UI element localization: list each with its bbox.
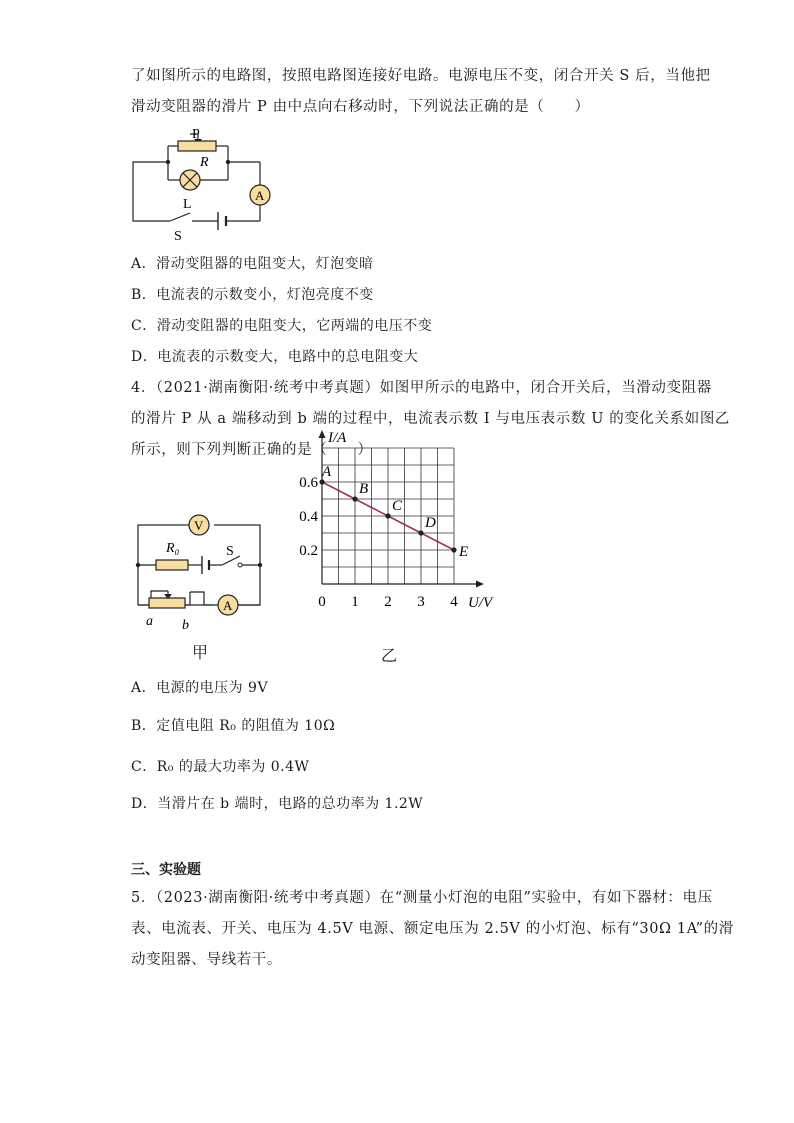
resistor-r0-symbol: [156, 560, 188, 570]
caption-jia: 甲: [192, 643, 209, 662]
q4-stem-line-1: 4．（2021·湖南衡阳·统考中考真题）如图甲所示的电路中，闭合开关后，当滑动变阻器: [131, 380, 712, 396]
x-axis-label: U/V: [468, 595, 493, 611]
label-v: V: [194, 518, 204, 533]
label-r0: R₀: [166, 541, 180, 556]
q4-stem-line-2: 的滑片 P 从 a 端移动到 b 端的过程中，电流表示数 I 与电压表示数 U 的变化关系如图乙: [131, 411, 731, 427]
x-tick-label: 1: [351, 594, 359, 610]
caption-yi: 乙: [381, 646, 398, 665]
rheostat-r-symbol: [178, 141, 216, 151]
x-tick-label: 3: [417, 594, 425, 610]
label-s: S: [226, 544, 234, 559]
q5-stem-line-1: 5．（2023·湖南衡阳·统考中考真题）在“测量小灯泡的电阻”实验中，有如下器材：电压: [131, 890, 713, 906]
data-point-a: [319, 479, 324, 484]
x-tick-label: 2: [384, 594, 392, 610]
data-point-e: [451, 547, 456, 552]
data-point-c: [385, 513, 390, 518]
data-point-d: [418, 530, 423, 535]
x-axis-arrow: [476, 581, 484, 588]
q5-stem-line-3: 动变阻器、导线若干。: [131, 952, 282, 968]
point-label-b: B: [359, 481, 369, 497]
q4-option-a[interactable]: A．电源的电压为 9V: [131, 680, 269, 696]
q3-option-b[interactable]: B．电流表的示数变小，灯泡亮度不变: [131, 287, 374, 303]
q4-circuit-jia: [130, 505, 270, 635]
y-tick-label: 0.2: [299, 543, 318, 559]
q3-stem-line-2: 滑动变阻器的滑片 P 由中点向右移动时，下列说法正确的是（ ）: [131, 99, 590, 115]
label-l: L: [183, 197, 192, 212]
q3-option-c[interactable]: C．滑动变阻器的电阻变大，它两端的电压不变: [131, 318, 433, 334]
q3-option-d[interactable]: D．电流表的示数变大，电路中的总电阻变大: [131, 349, 419, 365]
x-tick-label: 4: [450, 594, 458, 610]
label-r: R: [200, 155, 209, 170]
label-b-end: b: [182, 618, 189, 633]
rheostat-symbol: [149, 598, 185, 608]
q4-option-d[interactable]: D．当滑片在 b 端时，电路的总功率为 1.2W: [131, 796, 424, 812]
q4-option-b[interactable]: B．定值电阻 R₀ 的阻值为 10Ω: [131, 718, 336, 734]
point-label-d: D: [425, 515, 436, 531]
q4-option-c[interactable]: C．R₀ 的最大功率为 0.4W: [131, 759, 310, 775]
y-axis-label: I/A: [328, 430, 347, 446]
x-tick-label: 0: [318, 594, 326, 610]
q3-option-a[interactable]: A．滑动变阻器的电阻变大，灯泡变暗: [131, 256, 374, 272]
y-axis-arrow: [319, 430, 326, 438]
label-a: A: [255, 188, 265, 203]
q3-stem-line-1: 了如图所示的电路图，按照电路图连接好电路。电源电压不变，闭合开关 S 后，当他把: [131, 68, 711, 84]
q3-circuit-diagram: [128, 124, 278, 244]
data-point-b: [352, 496, 357, 501]
point-label-e: E: [459, 544, 469, 560]
y-tick-label: 0.4: [299, 509, 318, 525]
q5-stem-line-2: 表、电流表、开关、电压为 4.5V 电源、额定电压为 2.5V 的小灯泡、标有“30Ω 1A”的滑: [131, 921, 734, 937]
label-p: P: [192, 127, 200, 142]
q4-graph-yi: [290, 430, 510, 645]
q4-stem-line-3: 所示，则下列判断正确的是（ ）: [131, 442, 373, 458]
section-title: 三、实验题: [131, 862, 201, 878]
label-a: A: [223, 598, 233, 613]
point-label-c: C: [392, 498, 403, 514]
label-a-end: a: [146, 614, 153, 629]
label-s: S: [174, 229, 182, 244]
y-tick-label: 0.6: [299, 475, 318, 491]
point-label-a: A: [322, 464, 332, 480]
